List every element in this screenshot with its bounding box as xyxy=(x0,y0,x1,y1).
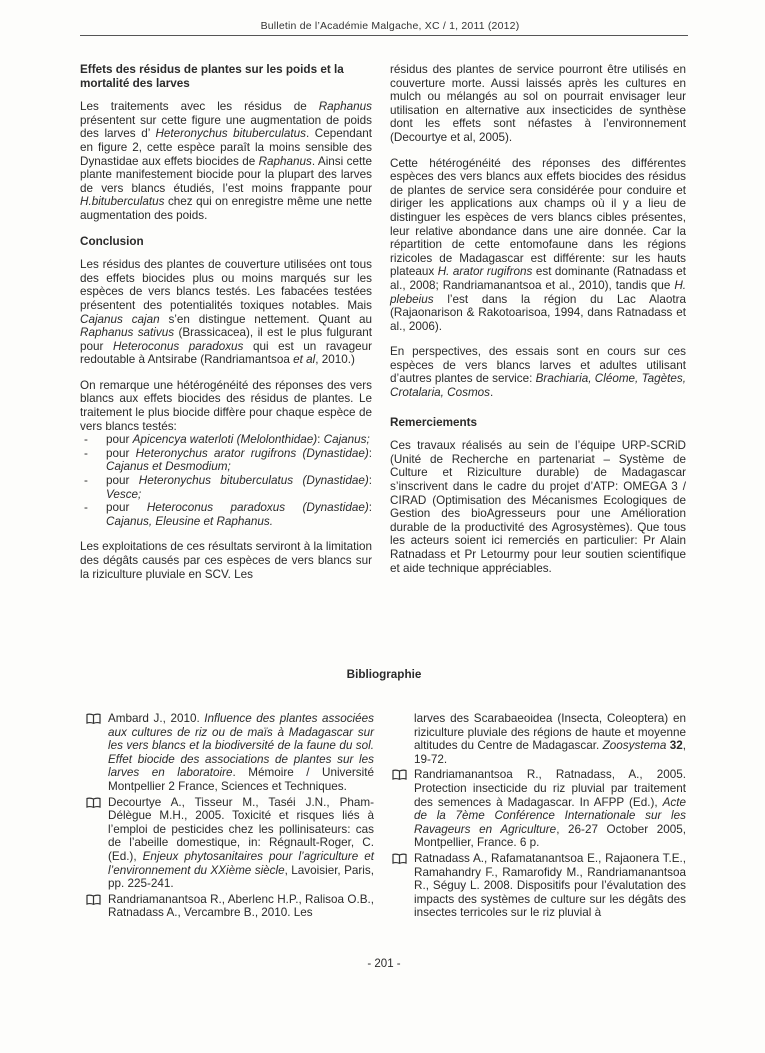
species-name: Cajanus cajan xyxy=(80,312,160,326)
text-run: . Ainsi cette plante manifestement biocide pour la plupart des larves de vers blancs étudiés, l’est moins frappante pour xyxy=(80,154,372,195)
text-run: , 19-72. xyxy=(414,739,687,766)
text-run: pour xyxy=(106,433,133,447)
text-run: Randriamanantsoa R., Aberlenc H.P., Ralisoa O.B., Ratnadass A., Vercambre B., 2010. Les xyxy=(108,892,374,920)
open-book-icon xyxy=(86,713,101,724)
species-name: Heteroconus paradoxus (Dynastidae) xyxy=(146,501,369,515)
species-name: Raphanus xyxy=(318,100,372,114)
paragraph-conclusion-3: Les exploitations de ces résultats serviront à la limitation des dégâts causés par ces espèces de vers blancs sur la riziculture pluviale en SCV. Les xyxy=(80,540,372,581)
species-name: Heteroconus paradoxus xyxy=(112,339,244,353)
species-name: Heteronychus bituberculatus (Dynastidae) xyxy=(138,474,369,488)
journal-name: Zoosystema xyxy=(602,739,667,753)
reference-entry xyxy=(86,796,374,891)
text-run: Ambard J., 2010. xyxy=(108,712,205,725)
running-header: Bulletin de l’Académie Malgache, XC / 1, 2011 (2012) xyxy=(260,20,520,32)
list-item xyxy=(80,501,372,528)
text-run: , Lavoisier, Paris, pp. 225-241. xyxy=(108,863,374,891)
journal-volume: 32 xyxy=(666,739,683,753)
open-book-icon xyxy=(86,797,101,808)
plant-names: Vesce; xyxy=(106,487,142,501)
open-book-icon xyxy=(392,769,407,780)
species-treatment-list xyxy=(80,433,372,528)
list-item xyxy=(80,474,372,501)
plant-names: Cajanus; xyxy=(323,433,370,447)
reference-entry xyxy=(392,768,686,850)
text-run: larves des Scarabaeoidea (Insecta, Coleoptera) en riziculture pluviale des régions de haute et moyenne altitudes du Centre de Madagascar. xyxy=(414,712,686,753)
text-run: Randriamanantsoa R., Ratnadass, A., 2005. Protection insecticide du riz pluvial par traitement des semences à Madagascar. In AFPP (Ed.), xyxy=(414,768,686,809)
right-column xyxy=(390,63,686,587)
open-book-icon xyxy=(86,894,101,905)
text-run: Cette hétérogénéité des réponses des différentes espèces des vers blancs aux effets biocides des résidus de plantes de service sera considérée pour conduire et diriger les applications aux champs où il y a lieu de distinguer les espèces de vers blancs cibles présentes, leur relative abondance dans une aire donnée. Car la répartition de cette entomofaune dans les régions rizicoles de Madagascar est différente: sur les hauts plateaux xyxy=(390,156,686,279)
reference-entry xyxy=(86,893,374,920)
paragraph-heterogeneity xyxy=(390,157,686,334)
species-name: Heteronychus arator rugifrons (Dynastidae) xyxy=(135,446,369,460)
text-run: . xyxy=(490,386,494,400)
reference-title: Influence des plantes associées aux cultures de riz ou de maïs à Madagascar sur les vers blancs et la biodiversité de la faune du sol. Effet biocide des associations de plantes sur les larves en laboratoire xyxy=(108,712,374,780)
text-run: l’est dans la région du Lac Alaotra (Rajaonarison & Rakotoarisoa, 1994, dans Ratnadass et al., 2006). xyxy=(390,292,686,333)
text-run: : xyxy=(368,501,372,515)
species-name: H. plebeius xyxy=(390,278,686,306)
list-item xyxy=(80,447,372,474)
paragraph-residues: résidus des plantes de service pourront être utilisés en couverture morte. Aussi laissés après les cultures en mulch ou mélangés au sol on pourrait envisager leur utilisation en alternative aux insecticides de synthèse dont les effets sont néfastes à l’environnement (Decourtye et al, 2005). xyxy=(390,63,686,144)
text-run: s’en distingue nettement. Quant au xyxy=(159,312,372,326)
citation-etal: et al xyxy=(293,353,316,367)
header-rule xyxy=(80,35,688,36)
text-run: chez qui on enregistre même une nette augmentation des poids. xyxy=(80,195,372,222)
bibliography-title: Bibliographie xyxy=(346,668,422,681)
paragraph-acknowledgements: Ces travaux réalisés au sein de l’équipe URP-SCRiD (Unité de Recherche en partenariat – Système de Culture et Riziculture durable) de Madagascar s’inscrivent dans le cadre du projet d’ATP: OMEGA 3 / CIRAD (Optimisation des Mécanismes Ecologiques de Gestion des bioAgresseurs pour une Amélioration durable de la productivité des Agrosystèmes). Que tous les acteurs soient ici remerciés en particulier: Pr Alain Ratnadass et Pr Letourmy pour leur soutien scientifique et aide technique appréciables. xyxy=(390,439,686,575)
text-run: Les traitements avec les résidus de xyxy=(80,100,319,114)
text-run: Les résidus des plantes de couverture utilisées ont tous des effets biocides plus ou moins marqués sur les espèces de vers blancs testés. Les fabacées testées présentent des potentialités toxiques notables. Mais xyxy=(80,258,372,312)
text-run: pour xyxy=(106,501,147,515)
reference-title: Acte de la 7ème Conférence Internationale sur les Ravageurs en Agriculture xyxy=(414,795,686,836)
species-name: Raphanus xyxy=(258,154,312,168)
species-name: H. arator rugifrons xyxy=(437,265,533,279)
text-run: : xyxy=(368,474,372,488)
text-run: (Brassicacea), il est le plus fulgurant pour xyxy=(80,326,372,353)
paragraph-conclusion-2: On remarque une hétérogénéité des réponses des vers blancs aux effets biocides des résidus de plantes. Le traitement le plus biocide diffère pour chaque espèce de vers blancs testés: xyxy=(80,378,372,433)
section-heading-acknowledgements: Remerciements xyxy=(390,415,478,429)
bibliography-left-column xyxy=(86,712,374,922)
open-book-icon xyxy=(392,853,407,864)
text-run: Decourtye A., Tisseur M., Taséi J.N., Pham-Délègue M.H., 2005. Toxicité et risques liés à l’emploi de pesticides chez les pollinisateurs: cas de l’abeille domestique, in: Régnault-Roger, C. (Ed.), xyxy=(108,795,374,863)
plant-names: Cajanus, Eleusine et Raphanus. xyxy=(106,514,273,528)
text-run: : xyxy=(368,446,372,460)
reference-entry-continuation xyxy=(392,712,686,766)
reference-title: Enjeux phytosanitaires pour l’agriculture et l’environnement du XXième siècle xyxy=(108,849,374,877)
text-run: . Mémoire / Université Montpellier 2 France, Sciences et Techniques. xyxy=(108,766,374,793)
text-run: présentent sur cette figure une augmentation de poids des larves d’ xyxy=(80,113,372,141)
text-run: qui est un ravageur redoutable à Antsirabe (Randriamantsoa xyxy=(80,339,372,367)
plant-names: Brachiaria, Cléome, Tagètes, Crotalaria, Cosmos xyxy=(390,372,686,400)
text-run: . Cependant en figure 2, cette espèce paraît la moins sensible des Dynastidae aux effets biocides de xyxy=(80,127,372,168)
paragraph-conclusion-1 xyxy=(80,258,372,367)
section-heading-effects: Effets des résidus de plantes sur les poids et la mortalité des larves xyxy=(80,63,344,90)
text-run: , 26-27 October 2005, Montpellier, France. 6 p. xyxy=(414,822,686,850)
species-name: Raphanus sativus xyxy=(80,326,175,340)
bibliography-right-column xyxy=(392,712,686,922)
text-run: Ratnadass A., Rafamatanantsoa E., Rajaonera T.E., Ramahandry F., Ramarofidy M., Randriamanantsoa R., Séguy L. 2008. Dispositifs pour l’évalutation des impacts des systèmes de culture sur les dégâts des insectes terricoles sur le riz pluvial à xyxy=(414,851,686,920)
species-name: H.bituberculatus xyxy=(80,195,165,209)
text-run: : xyxy=(317,433,324,447)
reference-entry xyxy=(392,852,686,920)
list-item xyxy=(80,433,372,447)
left-column xyxy=(80,63,372,593)
text-run: , 2010.) xyxy=(315,353,355,367)
paragraph-perspectives xyxy=(390,345,686,399)
text-run: est dominante (Ratnadass et al., 2008; Randriamanantsoa et al., 2010), tandis que xyxy=(390,265,686,292)
paragraph-effects xyxy=(80,100,372,222)
section-heading-conclusion: Conclusion xyxy=(80,234,144,248)
species-name: Apicencya waterloti (Melolonthidae) xyxy=(132,433,318,447)
page-number: - 201 - xyxy=(367,958,401,970)
text-run: pour xyxy=(106,474,139,488)
plant-names: Cajanus et Desmodium; xyxy=(106,460,231,474)
reference-entry xyxy=(86,712,374,794)
text-run: En perspectives, des essais sont en cours sur ces espèces de vers blancs larves et adultes utilisant d’autres plantes de service: xyxy=(390,345,686,386)
species-name: Heteronychus bituberculatus xyxy=(155,127,306,141)
text-run: pour xyxy=(106,446,136,460)
